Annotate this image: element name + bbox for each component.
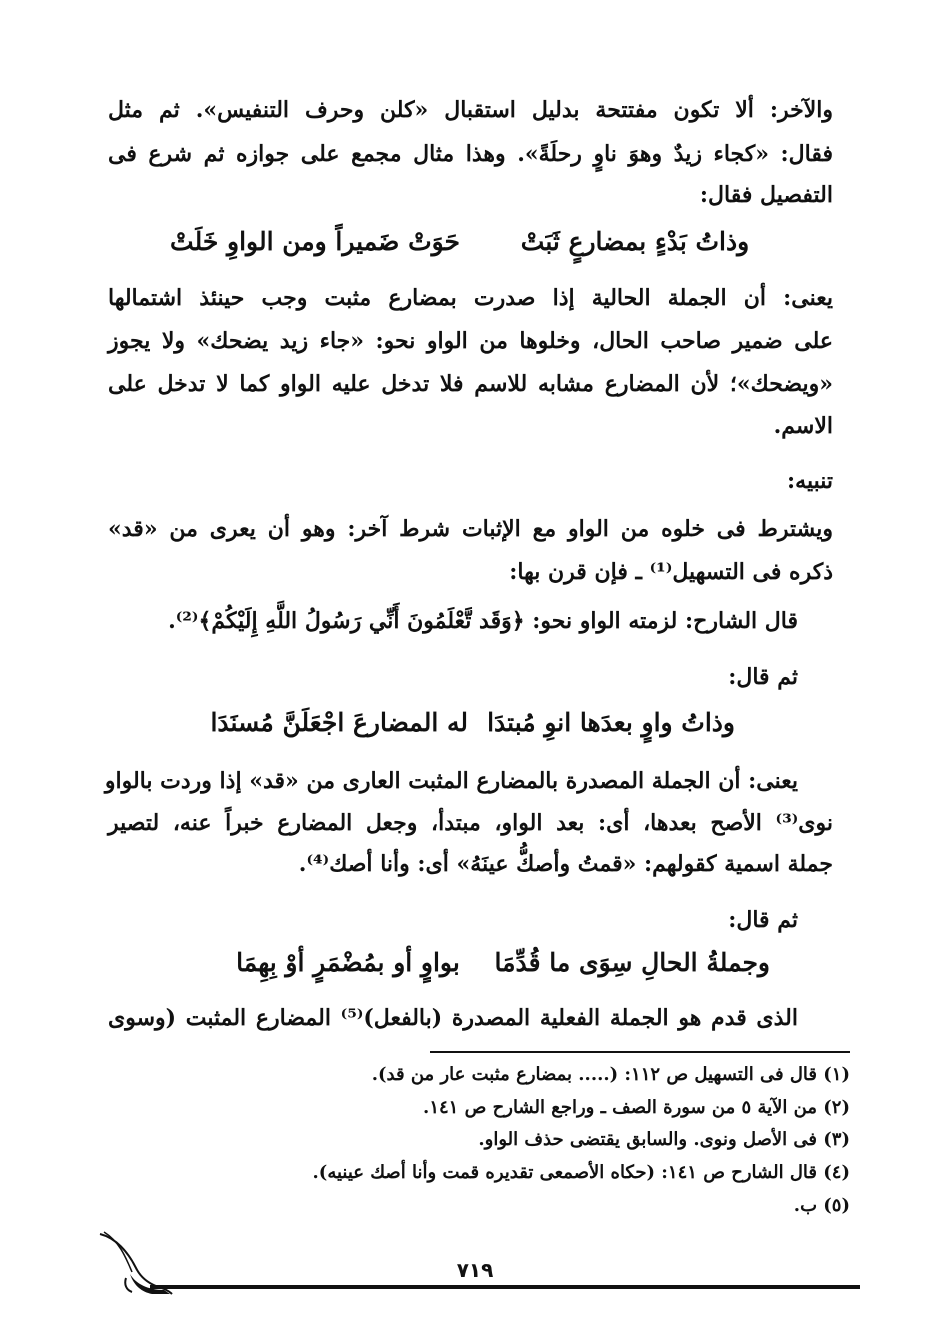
text-line: على ضمير صاحب الحال، وخلوها من الواو نحو: «جاء زيد يضحك» ولا يجوز: [108, 328, 833, 354]
footnote: (٢) من الآية ٥ من سورة الصف ـ وراجع الشارح ص ١٤١.: [423, 1097, 850, 1118]
text-line: فقال: «كجاء زيدٌ وهوَ ناوٍ رحلَةً». وهذا مثال مجمع على جوازه ثم شرع فى: [108, 141, 833, 167]
text-line: ويشترط فى خلوه من الواو مع الإثبات شرط آخر: وهو أن يعرى من «قد»: [108, 516, 833, 542]
text-line: ثم قال:: [728, 907, 798, 933]
text-line: جملة اسمية كقولهم: «قمتُ وأصكُّ عينَهُ» أى: وأنا أصك⁽⁴⁾.: [298, 851, 833, 877]
verse-hemistich-left: له المضارعَ اجْعَلَنَّ مُسنَدَا: [210, 708, 468, 737]
verse-hemistich-left: حَوَتْ ضَميراً ومن الواوِ خَلَتْ: [170, 227, 460, 256]
text-line: والآخر: ألا تكون مفتتحة بدليل استقبال «كلن وحرف التنفيس». ثم مثل: [108, 97, 833, 123]
text-line: ثم قال:: [728, 664, 798, 690]
footnote-separator: [430, 1051, 850, 1053]
text-line: الذى قدم هو الجملة الفعلية المصدرة (بالفعل)⁽⁵⁾ المضارع المثبت (وسوى: [108, 1005, 798, 1031]
text-line: التفصيل فقال:: [699, 182, 833, 208]
verse-hemistich-right: وذاتُ بَدْءٍ بمضارعٍ ثَبَتْ: [520, 227, 750, 256]
text-line: «ويضحك»؛ لأن المضارع مشابه للاسم فلا تدخل عليه الواو كما لا تدخل على: [108, 371, 833, 397]
footnote: (٤) قال الشارح ص ١٤١: (حكاه الأصمعى تقديره قمت وأنا أصك عينيه).: [312, 1162, 850, 1183]
footnote: (٥) ب.: [793, 1195, 850, 1216]
text-line: قال الشارح: لزمته الواو نحو: ﴿وَقَد تَّعْلَمُونَ أَنِّي رَسُولُ اللَّهِ إِلَيْكُمْ﴾⁽²⁾.: [168, 608, 798, 634]
text-line: يعنى: أن الجملة المصدرة بالمضارع المثبت العارى من «قد» إذا وردت بالواو: [104, 768, 798, 794]
page-number: ٧١٩: [456, 1258, 494, 1282]
text-line: نوى⁽³⁾ الأصح بعدها، أى: بعد الواو، مبتدأ، وجعل المضارع خبراً عنه، لتصير: [108, 810, 833, 836]
text-line: ذكره فى التسهيل⁽¹⁾ ـ فإن قرن بها:: [509, 559, 833, 585]
footnote: (٣) فى الأصل ونوى. والسابق يقتضى حذف الواو.: [478, 1129, 850, 1150]
text-line: يعنى: أن الجملة الحالية إذا صدرت بمضارع مثبت وجب حينئذ اشتمالها: [108, 285, 833, 311]
section-heading: تنبيه:: [787, 468, 833, 494]
bottom-rule: [150, 1285, 860, 1289]
quill-pen-icon: [96, 1228, 176, 1298]
verse-hemistich-left: بواوٍ أو بمُضْمَرٍ أوْ بِهِمَا: [236, 948, 460, 977]
text-line: الاسم.: [773, 413, 833, 439]
verse-hemistich-right: وجملةُ الحالِ سِوَى ما قُدِّمَا: [494, 948, 770, 977]
footnote: (١) قال فى التسهيل ص ١١٢: (..... بمضارع مثبت عار من قد).: [371, 1064, 850, 1085]
verse-hemistich-right: وذاتُ واوٍ بعدَها انوِ مُبتدَا: [487, 708, 735, 737]
